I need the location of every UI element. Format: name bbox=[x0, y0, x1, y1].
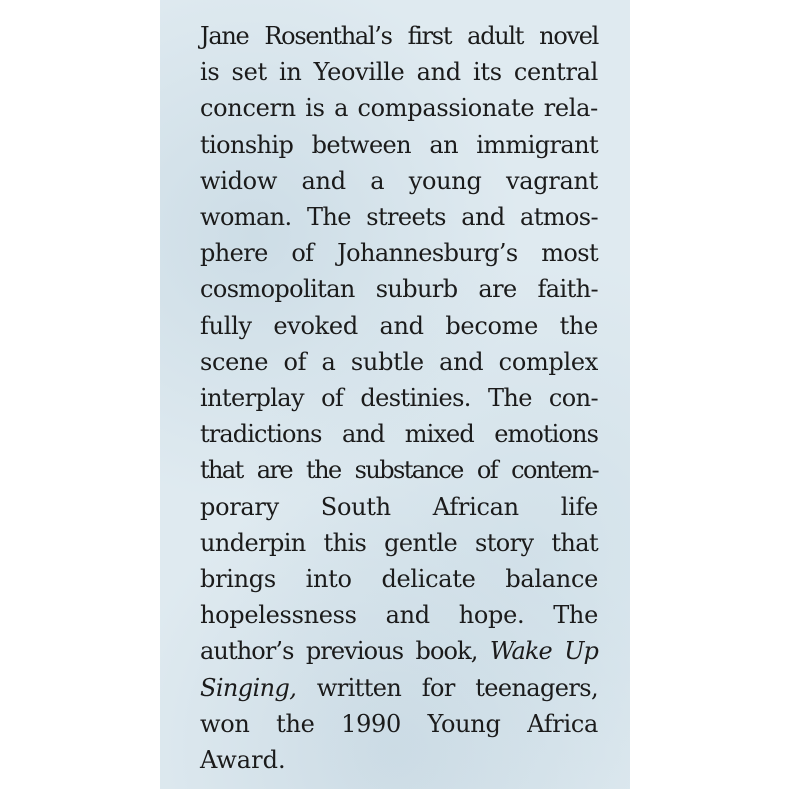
blurb-line: is set in Yeoville and its central bbox=[200, 58, 598, 87]
book-title-part1: Wake Up bbox=[489, 637, 599, 666]
blurb-line: widow and a young vagrant bbox=[200, 166, 598, 195]
book-blurb-text bbox=[200, 18, 598, 778]
blurb-line: tradictions and mixed emotions bbox=[200, 420, 598, 449]
blurb-line: phere of Johannesburg’s most bbox=[200, 239, 598, 268]
blurb-line: underpin this gentle story that bbox=[200, 528, 598, 557]
blurb-line: fully evoked and become the bbox=[200, 311, 598, 340]
blurb-line: won the 1990 Young Africa bbox=[200, 709, 598, 738]
blurb-line: cosmopolitan suburb are faith- bbox=[200, 275, 598, 304]
blurb-line: brings into delicate balance bbox=[200, 565, 598, 594]
blurb-line bbox=[200, 670, 598, 706]
blurb-line: tionship between an immigrant bbox=[200, 130, 598, 159]
blurb-line: concern is a compassionate rela- bbox=[200, 94, 598, 123]
blurb-line: Jane Rosenthal’s first adult novel bbox=[200, 22, 598, 50]
blurb-text: written for teenagers, bbox=[296, 673, 598, 702]
blurb-line: hopelessness and hope. The bbox=[200, 601, 598, 630]
blurb-line: interplay of destinies. The con- bbox=[200, 384, 598, 413]
blurb-line: scene of a subtle and complex bbox=[200, 347, 598, 376]
blurb-line: woman. The streets and atmos- bbox=[200, 203, 598, 232]
book-title-part2: Singing, bbox=[200, 673, 297, 702]
blurb-line bbox=[200, 633, 598, 669]
blurb-line: Award. bbox=[200, 746, 286, 775]
blurb-line: that are the substance of contem- bbox=[200, 456, 598, 485]
blurb-text: author’s previous book, bbox=[200, 637, 490, 666]
blurb-line: porary South African life bbox=[200, 492, 598, 521]
